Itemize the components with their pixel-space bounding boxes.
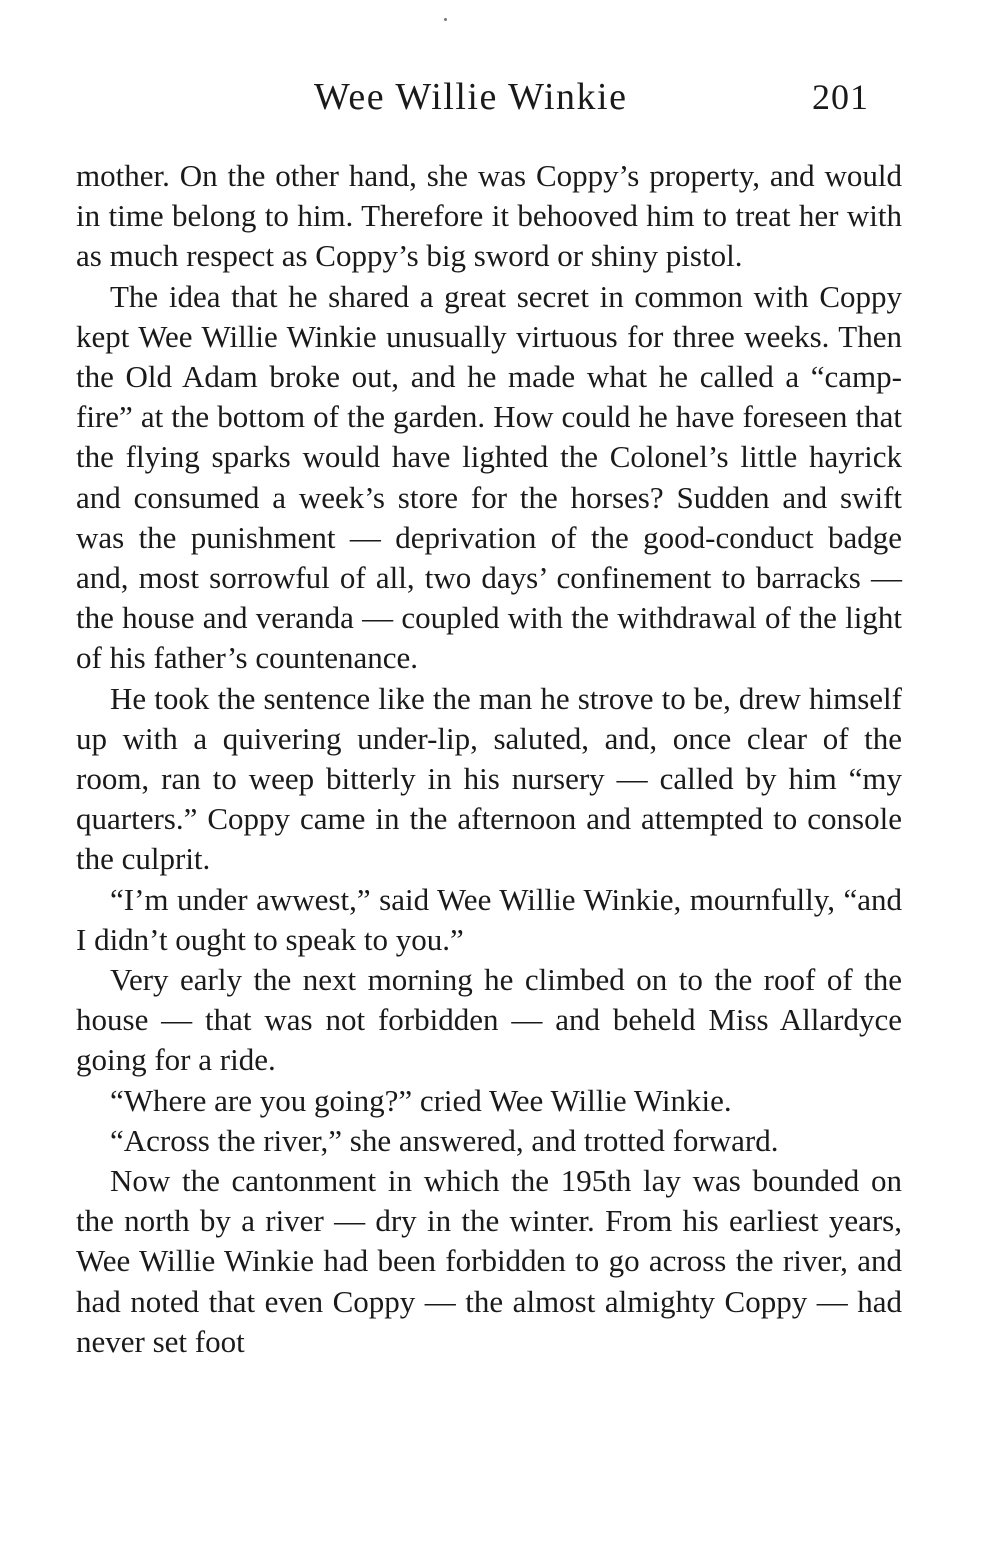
running-header [0,72,1000,122]
paragraph: Now the cantonment in which the 195th lay was bounded on the north by a river — dry in the winter. From his earliest years, Wee Willie Winkie had been forbidden to go across the river, and had noted that even Coppy — the almost almighty Coppy — had never set foot [76,1163,902,1359]
paragraph: “I’m under awwest,” said Wee Willie Winkie, mournfully, “and I didn’t ought to speak to you.” [76,881,902,957]
page-number: 201 [812,77,869,117]
print-speck [444,18,447,21]
paragraph: He took the sentence like the man he strove to be, drew himself up with a quivering under-lip, saluted, and, once clear of the room, ran to weep bitterly in his nursery — called by him “my quarters.” Coppy came in the afternoon and attempted to console the culprit. [76,680,902,877]
paragraph: “Where are you going?” cried Wee Willie Winkie. [110,1082,732,1118]
paragraph: “Across the river,” she answered, and trotted forward. [110,1122,779,1158]
body-text [76,156,902,1362]
paragraph: mother. On the other hand, she was Coppy’s property, and would in time belong to him. Therefore it behooved him to treat her with as much respect as Coppy’s big sword or shiny pistol. [76,158,902,274]
paragraph: The idea that he shared a great secret in common with Coppy kept Wee Willie Winkie unusually virtuous for three weeks. Then the Old Adam broke out, and he made what he called a “camp-fire” at the bottom of the garden. How could he have foreseen that the flying sparks would have lighted the Colonel’s little hayrick and consumed a week’s store for the horses? Sudden and swift was the punishment — deprivation of the good-conduct badge and, most sorrowful of all, two days’ confinement to barracks — the house and veranda — coupled with the withdrawal of the light of his father’s countenance. [76,278,902,676]
paragraph: Very early the next morning he climbed on to the roof of the house — that was not forbidden — and beheld Miss Allardyce going for a ride. [76,962,902,1078]
running-title: Wee Willie Winkie [314,76,628,118]
